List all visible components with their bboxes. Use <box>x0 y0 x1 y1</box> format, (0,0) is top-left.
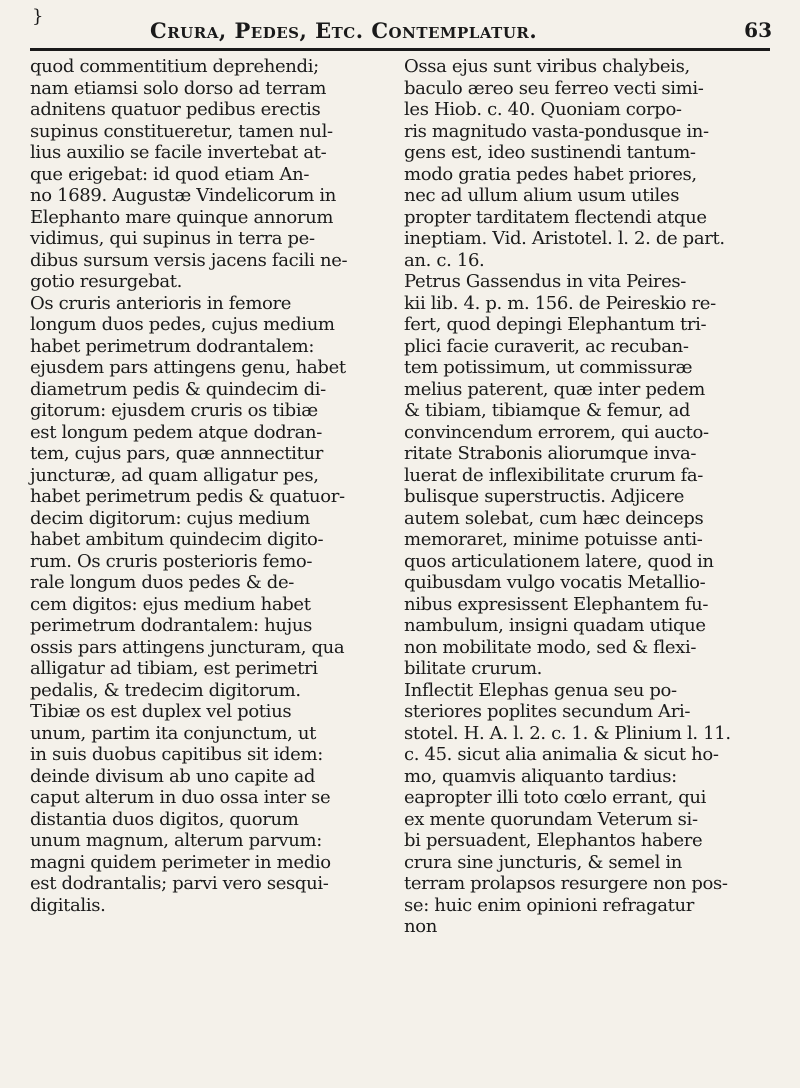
text-line: quod commentitium deprehendi; <box>30 56 319 77</box>
text-line: longum duos pedes, cujus medium <box>30 314 335 335</box>
text-line: supinus constitueretur, tamen nul- <box>30 120 333 142</box>
text-line: deinde divisum ab uno capite ad <box>30 765 316 787</box>
text-line: perimetrum dodrantalem: hujus <box>30 615 312 636</box>
right-column <box>404 56 768 1066</box>
text-line: ex mente quorundam Veterum si- <box>404 808 698 830</box>
text-line: Ossa ejus sunt viribus chalybeis, <box>404 56 690 77</box>
text-line: Petrus Gassendus in vita Peires- <box>404 271 687 292</box>
text-line: no 1689. Augustæ Vindelicorum in <box>30 185 336 206</box>
text-line: propter tarditatem flectendi atque <box>404 206 707 228</box>
margin-mark: } <box>32 6 44 27</box>
text-line: dibus sursum versis jacens facili ne- <box>30 249 348 271</box>
text-line: quibusdam vulgo vocatis Metallio- <box>404 572 706 593</box>
text-line: eapropter illi toto cœlo errant, qui <box>404 787 707 808</box>
text-line: stotel. H. A. l. 2. c. 1. & Plinium l. 11. <box>404 722 731 744</box>
text-line: terram prolapsos resurgere non pos- <box>404 873 728 894</box>
text-line: Os cruris anterioris in femore <box>30 292 292 314</box>
text-line: que erigebat: id quod etiam An- <box>30 163 310 185</box>
text-line: Tibiæ os est duplex vel potius <box>30 701 292 722</box>
text-line: les Hiob. c. 40. Quoniam corpo- <box>404 99 682 120</box>
text-line: luerat de inflexibilitate crurum fa- <box>404 464 704 486</box>
text-line: Inflectit Elephas genua seu po- <box>404 679 677 701</box>
text-line: rum. Os cruris posterioris femo- <box>30 550 313 572</box>
text-line: ejusdem pars attingens genu, habet <box>30 357 346 378</box>
text-line: nam etiamsi solo dorso ad terram <box>30 77 327 99</box>
text-line: steriores poplites secundum Ari- <box>404 701 691 722</box>
text-line: gotio resurgebat. <box>30 271 183 292</box>
text-line: nec ad ullum alium usum utiles <box>404 185 680 206</box>
text-line: Elephanto mare quinque annorum <box>30 206 334 228</box>
text-line: nambulum, insigni quadam utique <box>404 615 706 636</box>
text-line: caput alterum in duo ossa inter se <box>30 787 331 808</box>
text-line: rale longum duos pedes & de- <box>30 572 294 593</box>
text-line: tem potissimum, ut commissuræ <box>404 357 693 378</box>
text-line: unum, partim ita conjunctum, ut <box>30 722 317 744</box>
text-line: habet perimetrum pedis & quatuor- <box>30 486 345 507</box>
text-line: se: huic enim opinioni refragatur <box>404 894 694 916</box>
text-line: tem, cujus pars, quæ annnectitur <box>30 443 323 464</box>
text-line: digitalis. <box>30 894 106 916</box>
text-line: modo gratia pedes habet priores, <box>404 163 697 185</box>
text-line: crura sine juncturis, & semel in <box>404 851 682 873</box>
text-line: non <box>404 916 437 937</box>
text-line: ritate Strabonis aliorumque inva- <box>404 443 697 464</box>
text-line: ris magnitudo vasta-pondusque in- <box>404 120 709 142</box>
text-line: mo, quamvis aliquanto tardius: <box>404 765 677 787</box>
text-line: distantia duos digitos, quorum <box>30 808 299 830</box>
text-line: ossis pars attingens juncturam, qua <box>30 636 345 658</box>
text-line: non mobilitate modo, sed & flexi- <box>404 636 697 658</box>
text-line: memoraret, minime potuisse anti- <box>404 529 703 550</box>
text-line: an. c. 16. <box>404 249 485 271</box>
text-line: pedalis, & tredecim digitorum. <box>30 679 301 701</box>
left-column <box>30 56 392 1066</box>
text-line: nibus expresissent Elephantem fu- <box>404 593 709 615</box>
text-line: fert, quod depingi Elephantum tri- <box>404 314 707 335</box>
text-line: bulisque superstructis. Adjicere <box>404 486 685 507</box>
text-line: convincendum errorem, qui aucto- <box>404 421 709 443</box>
text-line: habet ambitum quindecim digito- <box>30 529 324 550</box>
text-line: gens est, ideo sustinendi tantum- <box>404 142 696 163</box>
text-line: unum magnum, alterum parvum: <box>30 830 322 851</box>
text-line: plici facie curaverit, ac recuban- <box>404 335 689 357</box>
text-line: quos articulationem latere, quod in <box>404 550 714 572</box>
text-line: alligatur ad tibiam, est perimetri <box>30 658 318 679</box>
text-line: c. 45. sicut alia animalia & sicut ho- <box>404 744 719 765</box>
text-line: adnitens quatuor pedibus erectis <box>30 99 321 120</box>
text-line: bi persuadent, Elephantos habere <box>404 830 703 851</box>
text-line: ineptiam. Vid. Aristotel. l. 2. de part. <box>404 228 725 249</box>
header-rule <box>30 48 770 51</box>
text-line: melius paterent, quæ inter pedem <box>404 378 705 400</box>
text-line: bilitate crurum. <box>404 658 543 679</box>
text-line: decim digitorum: cujus medium <box>30 507 310 529</box>
text-line: est dodrantalis; parvi vero sesqui- <box>30 873 329 894</box>
text-line: in suis duobus capitibus sit idem: <box>30 744 323 765</box>
running-title: Crura, Pedes, Etc. Contemplatur. <box>150 18 538 43</box>
text-line: magni quidem perimeter in medio <box>30 851 331 873</box>
text-line: habet perimetrum dodrantalem: <box>30 335 315 357</box>
text-line: gitorum: ejusdem cruris os tibiæ <box>30 400 318 421</box>
text-line: lius auxilio se facile invertebat at- <box>30 142 327 163</box>
text-line: autem solebat, cum hæc deinceps <box>404 507 704 529</box>
text-line: cem digitos: ejus medium habet <box>30 593 311 615</box>
text-line: est longum pedem atque dodran- <box>30 421 322 443</box>
text-line: juncturæ, ad quam alligatur pes, <box>30 464 319 486</box>
page-number: 63 <box>744 18 772 42</box>
text-line: baculo æreo seu ferreo vecti simi- <box>404 77 704 99</box>
text-line: kii lib. 4. p. m. 156. de Peireskio re- <box>404 292 716 314</box>
text-line: diametrum pedis & quindecim di- <box>30 378 326 400</box>
text-line: vidimus, qui supinus in terra pe- <box>30 228 315 249</box>
text-line: & tibiam, tibiamque & femur, ad <box>404 400 691 421</box>
